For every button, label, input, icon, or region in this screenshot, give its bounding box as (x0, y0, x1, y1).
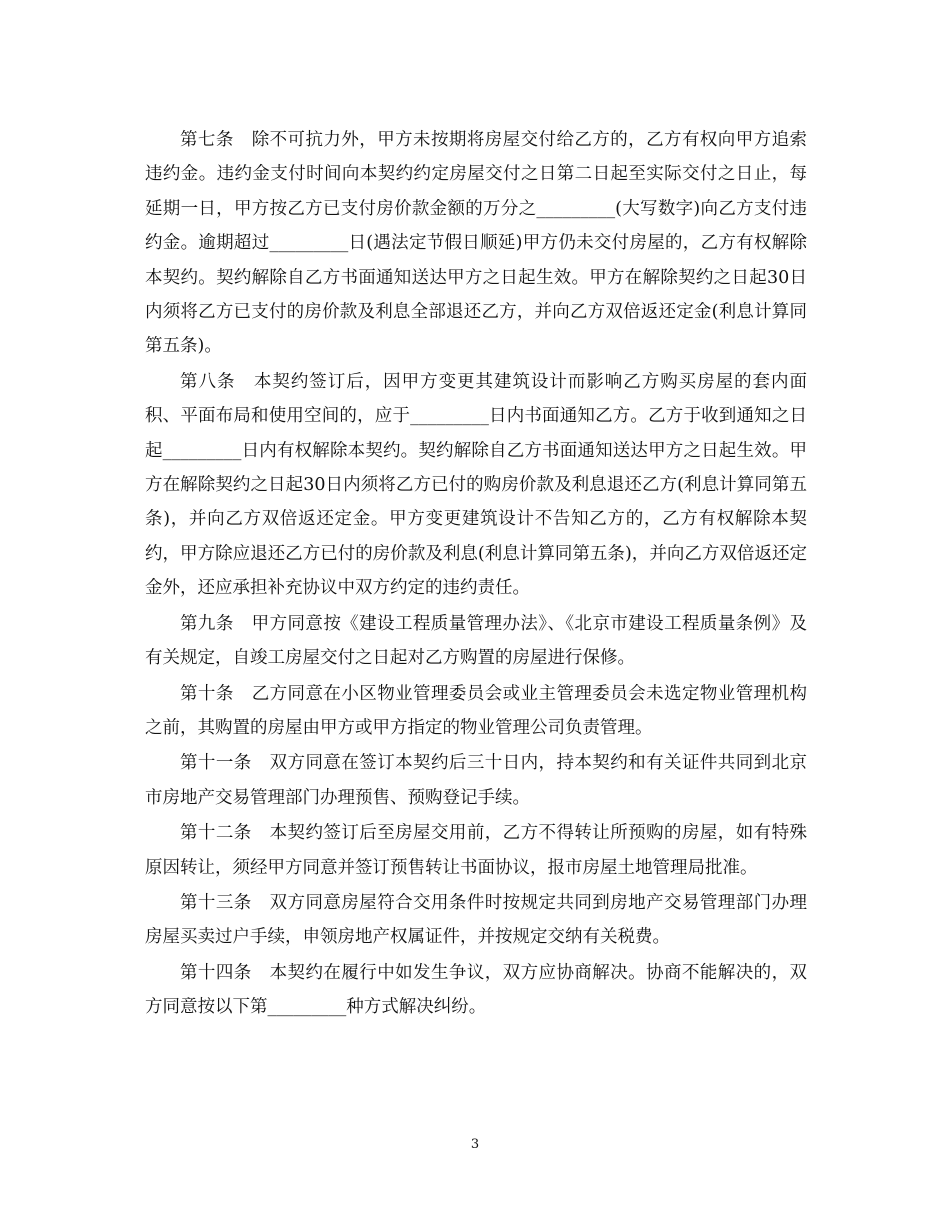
page-number: 3 (470, 1137, 480, 1152)
article-7: 第七条 除不可抗力外，甲方未按期将房屋交付给乙方的，乙方有权向甲方追索违约金。违约金支付时间向本契约约定房屋交付之日第二日起至实际交付之日止，每延期一日，甲方按乙方已支付房价款金额的万分之_________(大写数字)向乙方支付违约金。逾期超过_________日(遇法定节假日顺延)甲方仍未交付房屋的，乙方有权解除本契约。契约解除自乙方书面通知送达甲方之日起生效。甲方在解除契约之日起30日内须将乙方已支付的房价款及利息全部退还乙方，并向乙方双倍返还定金(利息计算同第五条)。 (145, 130, 807, 357)
article-12: 第十二条 本契约签订后至房屋交用前，乙方不得转让所预购的房屋，如有特殊原因转让，须经甲方同意并签订预售转让书面协议，报市房屋土地管理局批准。 (145, 823, 807, 878)
article-13: 第十三条 双方同意房屋符合交用条件时按规定共同到房地产交易管理部门办理房屋买卖过户手续，申领房地产权属证件，并按规定交纳有关税费。 (145, 892, 807, 948)
article-10: 第十条 乙方同意在小区物业管理委员会或业主管理委员会未选定物业管理机构之前，其购置的房屋由甲方或甲方指定的物业管理公司负责管理。 (145, 683, 807, 738)
article-9: 第九条 甲方同意按《建设工程质量管理办法》、《北京市建设工程质量条例》及有关规定，自竣工房屋交付之日起对乙方购置的房屋进行保修。 (145, 613, 807, 669)
article-14: 第十四条 本契约在履行中如发生争议，双方应协商解决。协商不能解决的，双方同意按以下第_________种方式解决纠纷。 (145, 962, 807, 1018)
article-8: 第八条 本契约签订后，因甲方变更其建筑设计而影响乙方购买房屋的套内面积、平面布局和使用空间的，应于_________日内书面通知乙方。乙方于收到通知之日起_________日内有权解除本契约。契约解除自乙方书面通知送达甲方之日起生效。甲方在解除契约之日起30日内须将乙方已付的购房价款及利息退还乙方(利息计算同第五条)，并向乙方双倍返还定金。甲方变更建筑设计不告知乙方的，乙方有权解除本契约，甲方除应退还乙方已付的房价款及利息(利息计算同第五条)，并向乙方双倍返还定金外，还应承担补充协议中双方约定的违约责任。 (145, 371, 807, 599)
document-body (145, 123, 807, 1026)
article-11: 第十一条 双方同意在签订本契约后三十日内，持本契约和有关证件共同到北京市房地产交易管理部门办理预售、预购登记手续。 (145, 753, 807, 808)
